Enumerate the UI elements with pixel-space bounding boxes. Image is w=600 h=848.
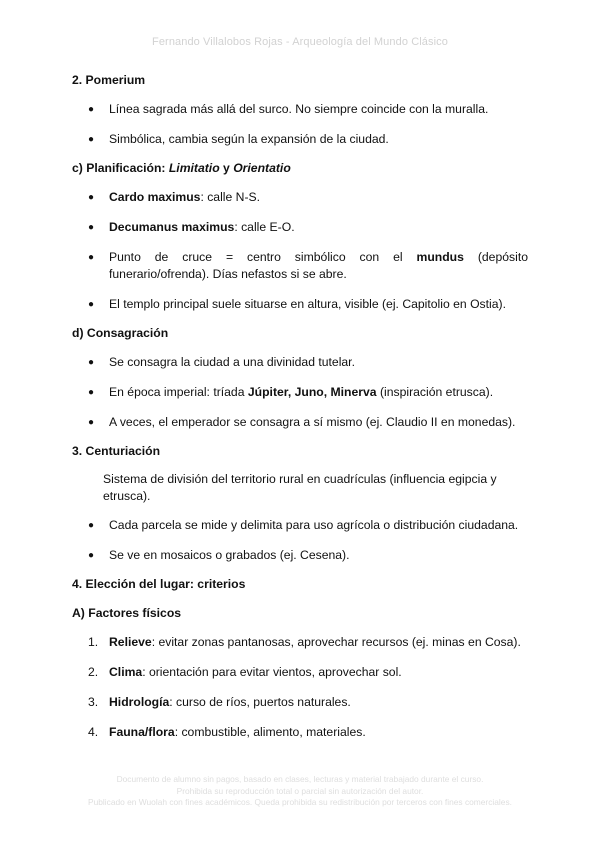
numbered-item: 1. Relieve: evitar zonas pantanosas, aprovechar recursos (ej. minas en Cosa). (88, 635, 521, 649)
section-title-pomerium: 2. Pomerium (72, 73, 146, 87)
bullet-icon: ● (88, 357, 95, 368)
list-item: ● A veces, el emperador se consagra a sí mismo (ej. Claudio II en monedas). (88, 415, 516, 429)
list-item: ● Punto de cruce = centro simbólico con el mundus (depósito funerario/ofrenda). Días nefastos si se abre. (88, 250, 528, 281)
section-title-consagracion: d) Consagración (72, 326, 169, 340)
footer-line: Documento de alumno sin pagos, basado en clases, lecturas y material trabajado durante el curso. (116, 774, 484, 784)
bullet-icon: ● (88, 252, 95, 263)
list-item: ● Se ve en mosaicos o grabados (ej. Cesena). (88, 548, 350, 562)
paragraph-centuriacion: Sistema de división del territorio rural en cuadrículas (influencia egipcia y etrusca). (103, 472, 497, 503)
numbered-item: 3. Hidrología: curso de ríos, puertos naturales. (88, 695, 351, 709)
numbered-item: 2. Clima: orientación para evitar vientos, aprovechar sol. (88, 665, 402, 679)
bullet-icon: ● (88, 299, 95, 310)
numbered-item: 4. Fauna/flora: combustible, alimento, materiales. (88, 725, 366, 739)
bullet-icon: ● (88, 104, 95, 115)
page-footer (0, 774, 600, 809)
list-item: ● Cardo maximus: calle N-S. (88, 190, 261, 204)
page-header: Fernando Villalobos Rojas - Arqueología del Mundo Clásico (152, 36, 448, 48)
list-item: ● Simbólica, cambia según la expansión de la ciudad. (88, 132, 389, 146)
list-item: ● Decumanus maximus: calle E-O. (88, 220, 295, 234)
list-item: ● Línea sagrada más allá del surco. No siempre coincide con la muralla. (88, 102, 489, 116)
bullet-icon: ● (88, 222, 95, 233)
section-title-planificacion: c) Planificación: Limitatio y Orientatio (72, 161, 291, 175)
bullet-icon: ● (88, 550, 95, 561)
list-item: ● Se consagra la ciudad a una divinidad tutelar. (88, 355, 355, 369)
subsection-title-factores: A) Factores físicos (72, 606, 182, 620)
section-title-eleccion: 4. Elección del lugar: criterios (72, 577, 246, 591)
bullet-icon: ● (88, 134, 95, 145)
footer-line: Publicado en Wuolah con fines académicos. Queda prohibida su redistribución por terceros con fines comerciales. (88, 797, 512, 807)
bullet-icon: ● (88, 387, 95, 398)
section-title-centuriacion: 3. Centuriación (72, 444, 161, 458)
list-item: ● En época imperial: tríada Júpiter, Juno, Minerva (inspiración etrusca). (88, 385, 494, 399)
bullet-icon: ● (88, 192, 95, 203)
bullet-icon: ● (88, 520, 95, 531)
footer-line: Prohibida su reproducción total o parcial sin autorización del autor. (176, 785, 424, 796)
list-item: ● El templo principal suele situarse en altura, visible (ej. Capitolio en Ostia). (88, 297, 506, 311)
bullet-icon: ● (88, 417, 95, 428)
list-item: ● Cada parcela se mide y delimita para uso agrícola o distribución ciudadana. (88, 518, 519, 532)
document-body (72, 70, 528, 741)
